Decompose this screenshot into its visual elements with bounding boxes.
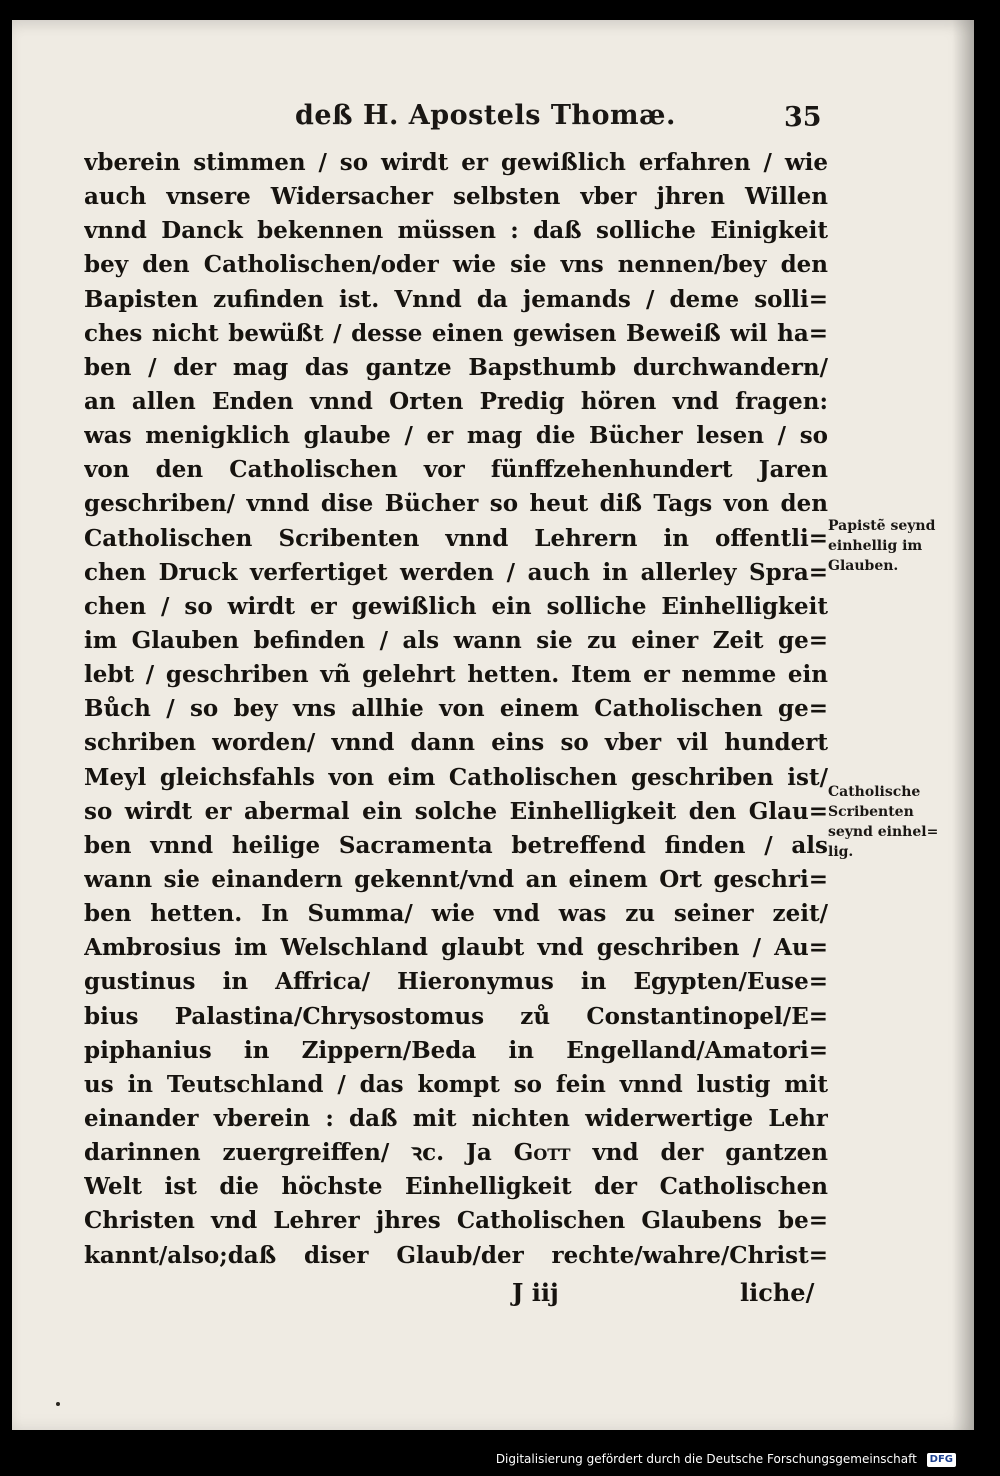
text-line: wann sie einandern gekennt/vnd an einem Ort geschri= [84,865,828,893]
text-segment: darinnen zuergreiffen/ ꝛc. Ja [84,1139,492,1167]
page-number: 35 [784,102,822,133]
text-line: Welt ist die höchste Einhelligkeit der Catholischen [84,1173,828,1201]
text-line: bey den Catholischen/oder wie sie vns nennen/bey den [84,251,828,279]
margin-note-line: seynd einhel= [828,824,939,840]
text-line: auch vnsere Widersacher selbsten vber jhren Willen [84,183,828,211]
margin-note-line: Glauben. [828,558,899,574]
text-line: ben hetten. In Summa/ wie vnd was zu seiner zeit/ [84,900,828,928]
text-line: chen Druck verfertiget werden / auch in allerley Spra= [84,558,828,586]
signature-mark: J iij [512,1278,559,1307]
text-line-with-small-caps [84,1136,828,1170]
text-line: bius Palastina/Chrysostomus zů Constantinopel/E= [84,1002,828,1030]
text-line: Bůch / so bey vns allhie von einem Catholischen ge= [84,695,828,723]
margin-note [828,516,948,576]
book-page [12,20,974,1430]
text-line: Catholischen Scribenten vnnd Lehrern in offentli= [84,524,828,552]
text-line: ben / der mag das gantze Bapsthumb durchwandern/ [84,353,828,381]
text-line: kannt/also;daß diser Glaub/der rechte/wahre/Christ= [84,1241,828,1269]
margin-note-line: einhellig im [828,538,923,554]
text-line: lebt / geschriben vñ gelehrt hetten. Item er nemme ein [84,661,828,689]
text-line: im Glauben befinden / als wann sie zu einer Zeit ge= [84,626,828,654]
text-line: vnnd Danck bekennen müssen : daß solliche Einigkeit [84,217,828,245]
text-line: ben vnnd heilige Sacramenta betreffend finden / als [84,831,828,859]
text-line: geschriben/ vnnd dise Bücher so heut diß Tags von den [84,490,828,518]
margin-note-line: Papistẽ seynd [828,518,936,534]
digitization-footer [496,1452,956,1467]
footer-text: Digitalisierung gefördert durch die Deutsche Forschungsgemeinschaft [495,1452,917,1466]
text-line: chen / so wirdt er gewißlich ein solliche Einhelligkeit [84,592,828,620]
text-segment: vnd der gantzen [592,1139,828,1167]
margin-note-line: Catholische [828,784,921,800]
margin-note-line: Scribenten [828,804,914,820]
margin-note [828,782,948,862]
running-header: deß H. Apostels Thomæ. [295,100,676,131]
text-line: so wirdt er abermal ein solche Einhelligkeit den Glau= [84,797,828,825]
text-line: einander vberein : daß mit nichten widerwertige Lehr [84,1104,828,1132]
dfg-logo-icon: DFG [927,1453,956,1467]
ink-spot [56,1402,60,1406]
text-line: Christen vnd Lehrer jhres Catholischen Glaubens be= [84,1207,828,1235]
text-line: an allen Enden vnnd Orten Predig hören vnd fragen: [84,387,828,415]
text-line: vberein stimmen / so wirdt er gewißlich erfahren / wie [84,149,828,176]
catchword: liche/ [740,1278,815,1307]
text-line: Ambrosius im Welschland glaubt vnd geschriben / Au= [84,934,828,962]
margin-note-line: lig. [828,844,854,860]
text-line: was menigklich glaube / er mag die Bücher lesen / so [84,422,828,450]
text-line: von den Catholischen vor fünffzehenhundert Jaren [84,456,828,484]
small-caps-word: Gott [513,1139,571,1167]
text-line: piphanius in Zippern/Beda in Engelland/Amatori= [84,1036,828,1064]
text-line: gustinus in Affrica/ Hieronymus in Egypten/Euse= [84,968,828,996]
text-line: schriben worden/ vnnd dann eins so vber vil hundert [84,729,828,757]
text-line: ches nicht bewüßt / desse einen gewisen Beweiß wil ha= [84,319,828,347]
body-text [84,146,828,1273]
text-line: Meyl gleichsfahls von eim Catholischen geschriben ist/ [84,763,828,791]
text-line: us in Teutschland / das kompt so fein vnnd lustig mit [84,1070,828,1098]
text-line: Bapisten zufinden ist. Vnnd da jemands / deme solli= [84,285,828,313]
